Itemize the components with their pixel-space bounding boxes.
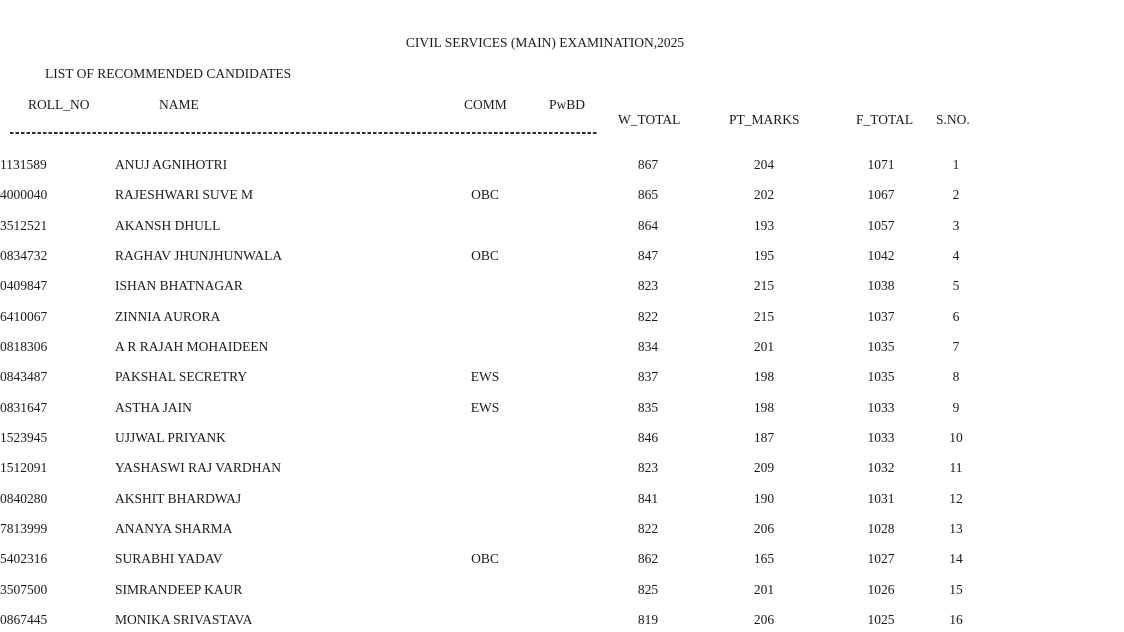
comm-cell <box>447 332 523 362</box>
w-total-cell: 835 <box>637 399 659 415</box>
pwbd-cell <box>523 453 615 483</box>
comm-cell <box>447 211 523 241</box>
name-cell: ANUJ AGNIHOTRI <box>115 157 228 173</box>
column-header-f-total: F_TOTAL <box>856 112 914 127</box>
w-total-cell: 825 <box>637 581 659 597</box>
f-total-cell: 1031 <box>867 490 895 506</box>
roll-no-cell: 4000040 <box>0 187 48 203</box>
f-total-cell: 1033 <box>867 430 895 446</box>
table-row <box>0 332 997 362</box>
roll-no-cell: 0818306 <box>0 339 48 355</box>
roll-no-cell: 0831647 <box>0 399 48 415</box>
table-row <box>0 180 997 210</box>
header-dashed-divider <box>10 132 598 134</box>
pwbd-cell <box>523 393 615 423</box>
pt-marks-cell: 187 <box>753 430 775 446</box>
column-header-pt-marks: PT_MARKS <box>729 112 800 127</box>
table-row <box>0 605 997 632</box>
name-cell: A R RAJAH MOHAIDEEN <box>115 339 269 355</box>
pwbd-cell <box>523 150 615 180</box>
name-cell: ANANYA SHARMA <box>115 521 233 537</box>
column-header-w-total: W_TOTAL <box>618 112 681 127</box>
name-cell: RAJESHWARI SUVE M <box>115 187 254 203</box>
w-total-cell: 834 <box>637 339 659 355</box>
page-subtitle: LIST OF RECOMMENDED CANDIDATES <box>45 66 292 81</box>
table-row <box>0 393 997 423</box>
f-total-cell: 1035 <box>867 339 895 355</box>
roll-no-cell: 0409847 <box>0 278 48 294</box>
f-total-cell: 1028 <box>867 521 895 537</box>
pwbd-cell <box>523 241 615 271</box>
f-total-cell: 1033 <box>867 399 895 415</box>
pt-marks-cell: 201 <box>753 581 775 597</box>
table-row <box>0 362 997 392</box>
w-total-cell: 823 <box>637 460 659 476</box>
pwbd-cell <box>523 423 615 453</box>
s-no-cell: 3 <box>952 217 960 233</box>
pt-marks-cell: 215 <box>753 278 775 294</box>
pt-marks-cell: 201 <box>753 339 775 355</box>
column-header-comm: COMM <box>464 97 507 112</box>
pt-marks-cell: 190 <box>753 490 775 506</box>
pwbd-cell <box>523 180 615 210</box>
s-no-cell: 5 <box>952 278 960 294</box>
results-table-body <box>0 150 997 632</box>
column-header-s-no: S.NO. <box>936 112 970 127</box>
comm-cell: OBC <box>471 187 499 203</box>
name-cell: AKSHIT BHARDWAJ <box>115 490 242 506</box>
pt-marks-cell: 206 <box>753 521 775 537</box>
name-cell: RAGHAV JHUNJHUNWALA <box>115 248 283 264</box>
comm-cell <box>447 423 523 453</box>
f-total-cell: 1032 <box>867 460 895 476</box>
s-no-cell: 2 <box>952 187 960 203</box>
pwbd-cell <box>523 514 615 544</box>
s-no-cell: 10 <box>949 430 963 446</box>
f-total-cell: 1025 <box>867 612 895 628</box>
pt-marks-cell: 206 <box>753 612 775 628</box>
roll-no-cell: 0840280 <box>0 490 48 506</box>
roll-no-cell: 3512521 <box>0 217 48 233</box>
results-table <box>0 150 997 632</box>
pt-marks-cell: 209 <box>753 460 775 476</box>
f-total-cell: 1038 <box>867 278 895 294</box>
w-total-cell: 822 <box>637 308 659 324</box>
roll-no-cell: 3507500 <box>0 581 48 597</box>
comm-cell <box>447 453 523 483</box>
pt-marks-cell: 204 <box>753 157 775 173</box>
comm-cell <box>447 271 523 301</box>
comm-cell <box>447 484 523 514</box>
f-total-cell: 1067 <box>867 187 895 203</box>
pwbd-cell <box>523 271 615 301</box>
roll-no-cell: 1131589 <box>0 157 47 173</box>
w-total-cell: 823 <box>637 278 659 294</box>
s-no-cell: 13 <box>949 521 963 537</box>
f-total-cell: 1042 <box>867 248 895 264</box>
name-cell: ZINNIA AURORA <box>115 308 221 324</box>
roll-no-cell: 0867445 <box>0 612 48 628</box>
s-no-cell: 11 <box>949 460 963 476</box>
roll-no-cell: 7813999 <box>0 521 48 537</box>
comm-cell <box>447 575 523 605</box>
f-total-cell: 1057 <box>867 217 895 233</box>
s-no-cell: 12 <box>949 490 963 506</box>
w-total-cell: 864 <box>637 217 659 233</box>
pwbd-cell <box>523 302 615 332</box>
roll-no-cell: 0843487 <box>0 369 48 385</box>
comm-cell <box>447 302 523 332</box>
comm-cell <box>447 150 523 180</box>
f-total-cell: 1026 <box>867 581 895 597</box>
table-row <box>0 423 997 453</box>
name-cell: SIMRANDEEP KAUR <box>115 581 243 597</box>
roll-no-cell: 1523945 <box>0 430 48 446</box>
w-total-cell: 862 <box>637 551 659 567</box>
s-no-cell: 15 <box>949 581 963 597</box>
pt-marks-cell: 202 <box>753 187 775 203</box>
pt-marks-cell: 195 <box>753 248 775 264</box>
table-row <box>0 271 997 301</box>
table-row <box>0 514 997 544</box>
w-total-cell: 841 <box>637 490 659 506</box>
comm-cell: OBC <box>471 248 499 264</box>
s-no-cell: 6 <box>952 308 960 324</box>
name-cell: YASHASWI RAJ VARDHAN <box>115 460 282 476</box>
pt-marks-cell: 198 <box>753 399 775 415</box>
name-cell: SURABHI YADAV <box>115 551 223 567</box>
column-header-roll-no: ROLL_NO <box>28 97 90 112</box>
pwbd-cell <box>523 575 615 605</box>
w-total-cell: 822 <box>637 521 659 537</box>
name-cell: ASTHA JAIN <box>115 399 192 415</box>
w-total-cell: 819 <box>637 612 659 628</box>
pt-marks-cell: 198 <box>753 369 775 385</box>
w-total-cell: 867 <box>637 157 659 173</box>
comm-cell: OBC <box>471 551 499 567</box>
f-total-cell: 1071 <box>867 157 895 173</box>
comm-cell: EWS <box>470 369 500 385</box>
table-row <box>0 241 997 271</box>
roll-no-cell: 6410067 <box>0 308 48 324</box>
s-no-cell: 4 <box>952 248 960 264</box>
column-header-name: NAME <box>159 97 199 112</box>
name-cell: UJJWAL PRIYANK <box>115 430 226 446</box>
roll-no-cell: 0834732 <box>0 248 48 264</box>
f-total-cell: 1027 <box>867 551 895 567</box>
table-row <box>0 544 997 574</box>
s-no-cell: 7 <box>952 339 960 355</box>
name-cell: AKANSH DHULL <box>115 217 221 233</box>
comm-cell <box>447 514 523 544</box>
table-row <box>0 453 997 483</box>
table-row <box>0 484 997 514</box>
roll-no-cell: 5402316 <box>0 551 48 567</box>
s-no-cell: 16 <box>949 612 963 628</box>
comm-cell <box>447 605 523 632</box>
pt-marks-cell: 193 <box>753 217 775 233</box>
name-cell: ISHAN BHATNAGAR <box>115 278 243 294</box>
w-total-cell: 837 <box>637 369 659 385</box>
pwbd-cell <box>523 211 615 241</box>
s-no-cell: 14 <box>949 551 963 567</box>
w-total-cell: 865 <box>637 187 659 203</box>
w-total-cell: 846 <box>637 430 659 446</box>
pt-marks-cell: 165 <box>753 551 775 567</box>
f-total-cell: 1037 <box>867 308 895 324</box>
name-cell: MONIKA SRIVASTAVA <box>115 612 253 628</box>
f-total-cell: 1035 <box>867 369 895 385</box>
pwbd-cell <box>523 332 615 362</box>
pwbd-cell <box>523 484 615 514</box>
s-no-cell: 1 <box>952 157 960 173</box>
column-header-pwbd: PwBD <box>549 97 586 112</box>
pwbd-cell <box>523 544 615 574</box>
roll-no-cell: 1512091 <box>0 460 48 476</box>
pwbd-cell <box>523 605 615 632</box>
table-row <box>0 575 997 605</box>
s-no-cell: 9 <box>952 399 960 415</box>
pwbd-cell <box>523 362 615 392</box>
s-no-cell: 8 <box>952 369 960 385</box>
comm-cell: EWS <box>470 399 500 415</box>
name-cell: PAKSHAL SECRETRY <box>115 369 248 385</box>
pt-marks-cell: 215 <box>753 308 775 324</box>
table-row <box>0 211 997 241</box>
table-row <box>0 302 997 332</box>
w-total-cell: 847 <box>637 248 659 264</box>
table-row <box>0 150 997 180</box>
page-title: CIVIL SERVICES (MAIN) EXAMINATION,2025 <box>405 35 685 50</box>
